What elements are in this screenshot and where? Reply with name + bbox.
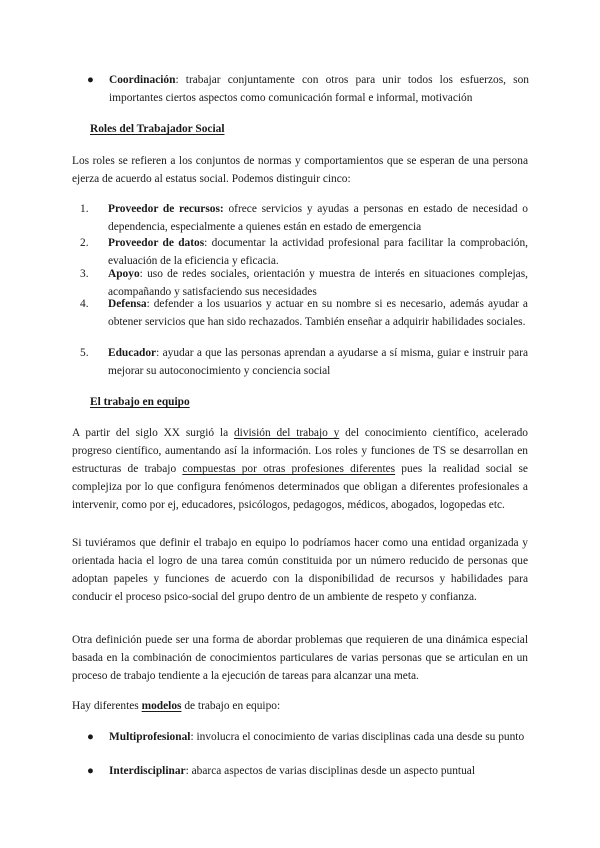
team-paragraph-3: Otra definición puede ser una forma de abordar problemas que requieren de una dinámica especial basada en la combinación de conocimientos particulares de varias personas que se articulan en un proceso de trabajo tendiente a la ejecución de tareas para alcanzar una meta. [72,634,528,682]
list-number: 1. [80,203,89,215]
list-item [80,200,528,236]
team-paragraph-1: A partir del siglo XX surgió la división del trabajo y del conocimiento científico, acelerado progreso científico, aumentando así la información. Los roles y funciones de TS se desarrollan en estructuras de trabajo compuestas por otras profesiones diferentes pues la realidad social se complejiza por lo que configura fenómenos determinados que obligan a diferentes profesionales a intervenir, como por ej, educadores, psicólogos, pedagogos, médicos, abogados, logopedas etc. [72,427,528,511]
list-number: 2. [80,237,89,249]
list-text: : ayudar a que las personas aprendan a ayudarse a sí misma, guiar e instruir para mejorar su autoconocimiento y conciencia social [108,347,528,377]
underlined-phrase: compuestas por otras profesiones diferentes [182,463,396,475]
list-number: 3. [80,268,89,280]
model-term: Multiprofesional [109,731,191,743]
model-term: Interdisciplinar [109,765,186,777]
bullet-term: Coordinación [109,74,176,86]
list-term: Apoyo [108,268,140,280]
list-text: : defender a los usuarios y actuar en su nombre si es necesario, además ayudar a obtener servicios que han sido rechazados. También enseñar a adquirir habilidades sociales. [108,298,528,328]
team-paragraph-2: Si tuviéramos que definir el trabajo en equipo lo podríamos hacer como una entidad organizada y orientada hacia el logro de una tarea común constituida por un número reducido de personas que adoptan papeles y funciones de acuerdo con la disponibilidad de recursos y habilidades para conducir el proceso psico-social del grupo dentro de un ambiente de respeto y confianza. [72,537,528,603]
section-heading-team: El trabajo en equipo [90,396,190,408]
list-text: : documentar la actividad profesional para facilitar la comprobación, evaluación de la eficiencia y eficacia. [108,237,528,267]
list-item [80,344,528,380]
list-item [80,295,528,331]
list-term: Proveedor de recursos: [108,203,224,215]
bullet-icon: ● [87,74,94,86]
underlined-phrase: división del trabajo y [233,427,340,439]
list-number: 5. [80,347,89,359]
bullet-icon: ● [87,765,94,777]
bullet-coordinacion [87,71,529,107]
model-text: : abarca aspectos de varias disciplinas desde un aspecto puntual [185,765,475,777]
models-keyword: modelos [141,700,182,712]
bullet-icon: ● [87,731,94,743]
list-item [87,728,529,746]
models-intro: Hay diferentes modelos de trabajo en equipo: [72,700,281,712]
list-term: Proveedor de datos [108,237,205,249]
list-text: : uso de redes sociales, orientación y muestra de interés en situaciones complejas, acompañando y satisfaciendo sus necesidades [108,268,528,298]
model-text: : involucra el conocimiento de varias disciplinas cada una desde su punto [190,731,525,743]
list-text: ofrece servicios y ayudas a personas en estado de necesidad o dependencia, especialmente a quienes están en estado de emergencia [108,203,528,233]
bullet-text: : trabajar conjuntamente con otros para unir todos los esfuerzos, son importantes ciertos aspectos como comunicación formal e informal, motivación [109,74,529,104]
list-term: Defensa [108,298,147,310]
list-number: 4. [80,298,89,310]
list-item [87,762,529,780]
section-heading-roles: Roles del Trabajador Social [90,123,225,135]
roles-intro-paragraph: Los roles se refieren a los conjuntos de normas y comportamientos que se esperan de una persona ejerza de acuerdo al estatus social. Podemos distinguir cinco: [72,155,528,185]
list-term: Educador [108,347,157,359]
